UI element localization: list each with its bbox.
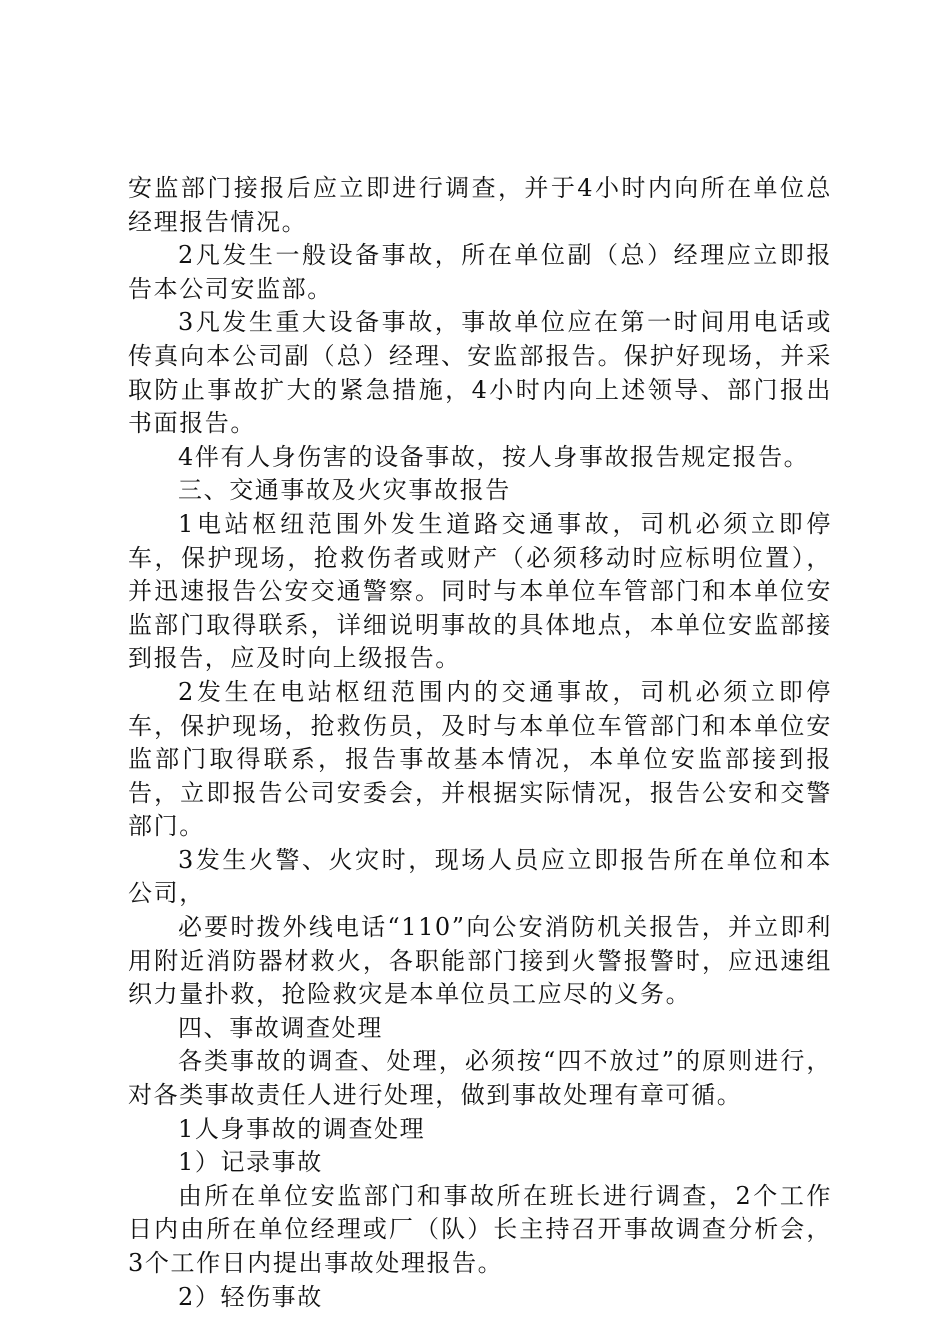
paragraph: 2凡发生一般设备事故，所在单位副（总）经理应立即报告本公司安监部。 xyxy=(128,241,832,303)
paragraph: 由所在单位安监部门和事故所在班长进行调查，2个工作日内由所在单位经理或厂（队）长主持召开事故调查分析会，3个工作日内提出事故处理报告。 xyxy=(128,1181,832,1277)
paragraph: 必要时拨外线电话“110”向公安消防机关报告，并立即利用附近消防器材救火，各职能部门接到火警报警时，应迅速组织力量扑救，抢险救灾是本单位员工应尽的义务。 xyxy=(128,913,832,1009)
document-body xyxy=(128,172,832,1314)
section-heading: 三、交通事故及火灾事故报告 xyxy=(178,476,511,505)
paragraph: 安监部门接报后应立即进行调查，并于4小时内向所在单位总经理报告情况。 xyxy=(128,174,832,236)
paragraph: 2发生在电站枢纽范围内的交通事故，司机必须立即停车，保护现场，抢救伤员，及时与本单位车管部门和本单位安监部门取得联系，报告事故基本情况，本单位安监部接到报告，立即报告公司安委会，并根据实际情况，报告公安和交警部门。 xyxy=(128,677,832,841)
paragraph: 3凡发生重大设备事故，事故单位应在第一时间用电话或传真向本公司副（总）经理、安监部报告。保护好现场，并采取防止事故扩大的紧急措施，4小时内向上述领导、部门报出书面报告。 xyxy=(128,308,832,438)
paragraph: 各类事故的调查、处理，必须按“四不放过”的原则进行，对各类事故责任人进行处理，做到事故处理有章可循。 xyxy=(128,1047,832,1110)
subsection-heading: 1人身事故的调查处理 xyxy=(178,1114,426,1143)
paragraph: 3发生火警、火灾时，现场人员应立即报告所在单位和本公司， xyxy=(128,845,832,908)
item-heading: 1）记录事故 xyxy=(178,1148,323,1177)
paragraph: 4伴有人身伤害的设备事故，按人身事故报告规定报告。 xyxy=(178,442,810,471)
item-heading: 2）轻伤事故 xyxy=(178,1282,323,1311)
section-heading: 四、事故调查处理 xyxy=(178,1013,383,1042)
paragraph: 1电站枢纽范围外发生道路交通事故，司机必须立即停车，保护现场，抢救伤者或财产（必须移动时应标明位置），并迅速报告公安交通警察。同时与本单位车管部门和本单位安监部门取得联系，详细说明事故的具体地点，本单位安监部接到报告，应及时向上级报告。 xyxy=(128,509,832,673)
